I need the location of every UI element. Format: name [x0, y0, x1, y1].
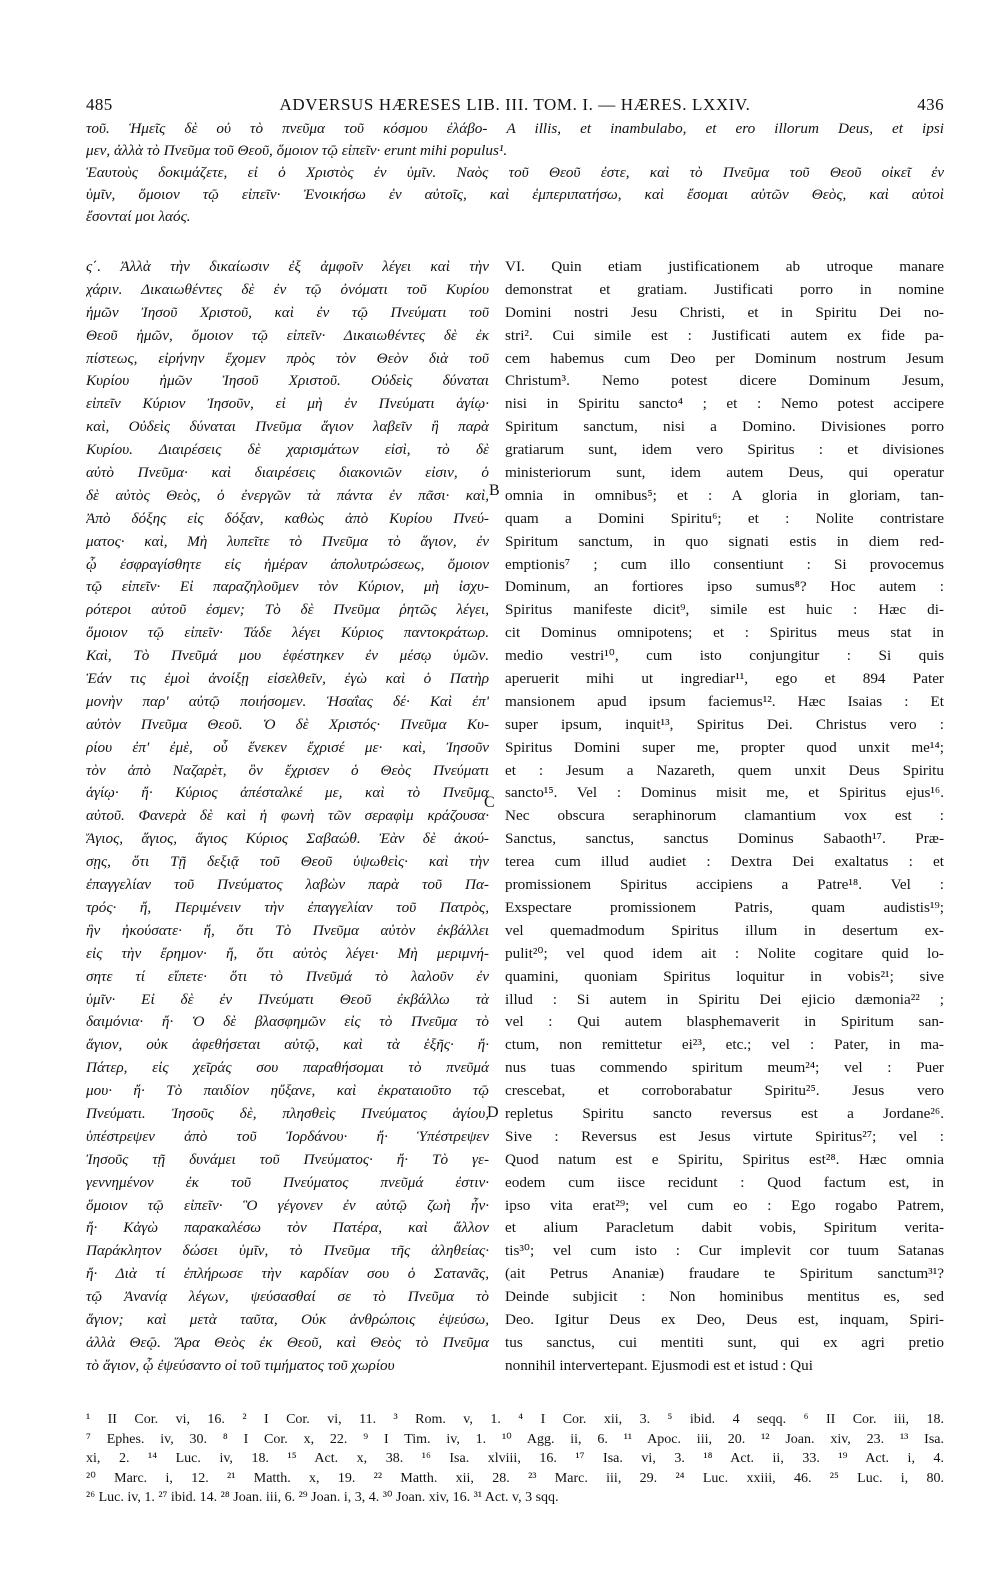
latin-text-line: Nec obscura seraphinorum clamantium vox est :	[505, 807, 944, 825]
latin-text-line: repletus Spiritu sancto reversus est a Jordane²⁶.	[505, 1104, 944, 1122]
margin-letter-c: C	[484, 794, 495, 811]
latin-text-line: et alium Paracletum dabit vobis, Spiritum verita-	[505, 1219, 944, 1237]
greek-text-line: ἤ· Κἀγὼ παρακαλέσω τὸν Πατέρα, καὶ ἄλλον	[86, 1219, 489, 1237]
greek-text-line: τῷ εἰπεῖν· Εἰ παραζηλοῦμεν τὸν Κύριον, μὴ ἰσχυ-	[86, 578, 489, 596]
latin-text-line: Spiritus manifeste dicit⁹, simile est huic : Hæc di-	[505, 601, 944, 619]
greek-text-line: δαιμόνια· ἤ· Ὁ δὲ βλασφημῶν εἰς τὸ Πνεῦμα τὸ	[86, 1013, 489, 1031]
latin-text-line: (ait Petrus Ananiæ) fraudare te Spiritum sanctum³¹?	[505, 1265, 944, 1283]
greek-text-line: ρίου ἐπ' ἐμὲ, οὗ ἕνεκεν ἔχρισέ με· καὶ, Ἰησοῦν	[86, 738, 489, 756]
latin-text-line: Deinde subjicit : Non hominibus mentitus es, sed	[505, 1288, 944, 1306]
latin-text-line: medio vestri¹⁰, cum isto conjungitur : Si quis	[505, 647, 944, 665]
latin-text-line: nisi in Spiritu sancto⁴ ; et : Nemo potest accipere	[505, 395, 944, 413]
greek-text-line: μου· ἤ· Τὸ παιδίον ηὔξανε, καὶ ἐκραταιοῦτο τῷ	[86, 1082, 489, 1100]
footnotes	[86, 1410, 944, 1508]
greek-text-line: Ἀπὸ δόξης εἰς δόξαν, καθὼς ἀπὸ Κυρίου Πνεύ-	[86, 509, 489, 527]
lead-line: Ἑαυτοὺς δοκιμάζετε, εἰ ὁ Χριστὸς ἐν ὑμῖν. Ναὸς τοῦ Θεοῦ ἐστε, καὶ τὸ Πνεῦμα τοῦ Θεοῦ οἰκεῖ ἐν	[86, 164, 944, 181]
latin-text-line: Domini nostri Jesu Christi, et in Spiritu Dei no-	[505, 303, 944, 321]
latin-text-line: Deo. Igitur Deus ex Deo, Deus est, inquam, Spiri-	[505, 1310, 944, 1328]
greek-column	[86, 256, 489, 1396]
footnote-line: ⁷ Ephes. iv, 30. ⁸ I Cor. x, 22. ⁹ I Tim. iv, 1. ¹⁰ Agg. ii, 6. ¹¹ Apoc. iii, 20. ¹² Joan. xiv, 23. ¹³ Isa.	[86, 1431, 944, 1447]
greek-text-line: ρότεροι αὐτοῦ ἐσμεν; Τὸ δὲ Πνεῦμα ῥητῶς λέγει,	[86, 601, 489, 619]
greek-text-line: ἀλλὰ Θεῷ. Ἄρα Θεὸς ἐκ Θεοῦ, καὶ Θεὸς τὸ Πνεῦμα	[86, 1333, 489, 1351]
greek-text-line: Πάτερ, εἰς χεῖράς σου παραθήσομαι τὸ πνεῦμά	[86, 1059, 489, 1077]
greek-text-line: Παράκλητον δώσει ὑμῖν, τὸ Πνεῦμα τῆς ἀληθείας·	[86, 1242, 489, 1260]
latin-text-line: emptionis⁷ ; cum illo consentiunt : Si provocemus	[505, 555, 944, 573]
latin-text-line: Spiritus Domini super me, propter quod unxit me¹⁴;	[505, 738, 944, 756]
greek-text-line: ἣν ἠκούσατε· ἤ, ὅτι Τὸ Πνεῦμα αὐτὸν ἐκβάλλει	[86, 921, 489, 939]
lead-paragraph	[86, 118, 944, 252]
latin-text-line: illud : Si autem in Spiritu Dei ejicio dæmonia²² ;	[505, 990, 944, 1008]
greek-text-line: ὅμοιον τῷ εἰπεῖν· Τάδε λέγει Κύριος παντοκράτωρ.	[86, 624, 489, 642]
greek-text-line: τὸν ἀπὸ Ναζαρὲτ, ὃν ἔχρισεν ὁ Θεὸς Πνεύματι	[86, 761, 489, 779]
latin-text-line: eodem cum iisce recidunt : Quod factum est, in	[505, 1173, 944, 1191]
greek-text-line: γεννημένον ἐκ τοῦ Πνεύματος πνεῦμά ἐστιν·	[86, 1173, 489, 1191]
latin-text-line: Quod natum est e Spiritu, Spiritus est²⁸. Hæc omnia	[505, 1150, 944, 1168]
latin-text-line: stri². Cui simile est : Justificati autem ex fide pa-	[505, 326, 944, 344]
greek-text-line: αὐτοῦ. Φανερὰ δὲ καὶ ἡ φωνὴ τῶν σεραφὶμ κράζουσα·	[86, 807, 489, 825]
latin-text-line: quam a Domini Spiritu⁶; et : Nolite contristare	[505, 509, 944, 527]
greek-text-line: ὑπέστρεψεν ἀπὸ τοῦ Ἰορδάνου· ἤ· Ὑπέστρεψεν	[86, 1127, 489, 1145]
greek-text-line: ματος· καὶ, Μὴ λυπεῖτε τὸ Πνεῦμα τὸ ἅγιον, ἐν	[86, 532, 489, 550]
greek-text-line: τὸ ἅγιον, ᾧ ἐψεύσαντο οἱ τοῦ τιμήματος τοῦ χωρίου	[86, 1356, 395, 1374]
greek-text-line: Ἰησοῦς τῇ δυνάμει τοῦ Πνεύματος· ἤ· Τὸ γε-	[86, 1150, 489, 1168]
latin-text-line: promissionem Spiritus accipiens a Patre¹⁸. Vel :	[505, 876, 944, 894]
latin-text-line: pulit²⁰; vel quod idem ait : Nolite cogitare quid lo-	[505, 944, 944, 962]
latin-text-line: crescebat, et corroborabatur Spiritu²⁵. Jesus vero	[505, 1082, 944, 1100]
greek-text-line: Καὶ, Τὸ Πνεῦμά μου ἐφέστηκεν ἐν μέσῳ ὑμῶν.	[86, 647, 489, 665]
lead-line: ὑμῖν, ὅμοιον τῷ εἰπεῖν· Ἐνοικήσω ἐν αὐτοῖς, καὶ ἐμπεριπατήσω, καὶ ἔσομαι αὐτῶν Θεὸς, καὶ αὐτοὶ	[86, 186, 944, 203]
greek-text-line: ᾧ ἐσφραγίσθητε εἰς ἡμέραν ἀπολυτρώσεως, ὅμοιον	[86, 555, 489, 573]
latin-text-line: et : Jesum a Nazareth, quem unxit Deus Spiritu	[505, 761, 944, 779]
greek-text-line: ἅγιον, οὐκ ἀφεθήσεται αὐτῷ, καὶ τὰ ἑξῆς· ἤ·	[86, 1036, 489, 1054]
greek-text-line: Θεοῦ ἡμῶν, ὅμοιον τῷ εἰπεῖν· Δικαιωθέντες δὲ ἐκ	[86, 326, 489, 344]
latin-text-line: Christum³. Nemo potest dicere Dominum Jesum,	[505, 372, 944, 390]
latin-text-line: Dominum, an fortiores ipso sumus⁸? Hoc autem :	[505, 578, 944, 596]
latin-text-line: ctum, non remittetur ei²³, etc.; vel : Pater, in ma-	[505, 1036, 944, 1054]
latin-text-line: VI. Quin etiam justificationem ab utroque manare	[505, 258, 944, 275]
footnote-line: ¹ II Cor. vi, 16. ² I Cor. vi, 11. ³ Rom. v, 1. ⁴ I Cor. xii, 3. ⁵ ibid. 4 seqq. ⁶ II Cor. iii, 18.	[86, 1412, 944, 1427]
greek-text-line: ἐπαγγελίαν τοῦ Πνεύματος λαβὼν παρὰ τοῦ Πα-	[86, 876, 489, 894]
greek-text-line: εἰς τὴν ἔρημον· ἤ, ὅτι αὐτὸς λέγει· Μὴ μεριμνή-	[86, 944, 489, 962]
greek-text-line: σῃς, ὅτι Τῇ δεξιᾷ τοῦ Θεοῦ ὑψωθεὶς· καὶ τὴν	[86, 853, 489, 871]
latin-text-line: gratiarum sunt, idem vero Spiritus : et divisiones	[505, 441, 944, 459]
greek-text-line: χάριν. Δικαιωθέντες δὲ ἐν τῷ ὀνόματι τοῦ Κυρίου	[86, 280, 489, 298]
greek-text-line: σητε τί εἴπετε· ὅτι τὸ Πνεῦμά τὸ λαλοῦν ἐν	[86, 967, 489, 985]
lead-line: τοῦ. Ἡμεῖς δὲ οὐ τὸ πνεῦμα τοῦ κόσμου ἐλάβο- A illis, et inambulabo, et ero illorum Deus, et ipsi	[86, 120, 944, 137]
latin-text-line: Spiritum sanctum, in quo signati estis in diem red-	[505, 532, 944, 550]
latin-text-line: nonnihil intervertерant. Ejusmodi est et istud : Qui	[505, 1356, 813, 1374]
greek-text-line: ἡμῶν Ἰησοῦ Χριστοῦ, καὶ ἐν τῷ Πνεύματι τοῦ	[86, 303, 489, 321]
greek-text-line: τῷ Ἀνανίᾳ λέγων, ψεύσασθαί σε τὸ Πνεῦμα τὸ	[86, 1288, 489, 1306]
lead-line: μεν, ἀλλὰ τὸ Πνεῦμα τοῦ Θεοῦ, ὅμοιον τῷ εἰπεῖν· erunt mihi populus¹.	[86, 142, 508, 159]
greek-text-line: δὲ αὐτὸς Θεὸς, ὁ ἐνεργῶν τὰ πάντα ἐν πᾶσι· καὶ,	[86, 486, 489, 504]
latin-text-line: ipso vita erat²⁹; vel cum eo : Ego rogabo Patrem,	[505, 1196, 944, 1214]
greek-text-line: ἁγίῳ· ἤ· Κύριος ἀπέσταλκέ με, καὶ τὸ Πνεῦμα	[86, 784, 489, 802]
latin-text-line: tus sanctus, cui mentiti sunt, qui ex agri pretio	[505, 1333, 944, 1351]
latin-text-line: nus tuas commendo spiritum meum²⁴; vel : Puer	[505, 1059, 944, 1077]
latin-text-line: Spiritum sanctum, nisi a Domino. Divisiones porro	[505, 418, 944, 436]
latin-text-line: vel : Qui autem blasphemaverit in Spiritum san-	[505, 1013, 944, 1031]
running-title: ADVERSUS HÆRESES LIB. III. TOM. I. — HÆRES. LXXIV.	[279, 95, 751, 114]
latin-text-line: super ipsum, inquit¹³, Spiritus Dei. Christus vero :	[505, 715, 944, 733]
latin-text-line: cit Dominus omnipotens; et : Spiritus meus stat in	[505, 624, 944, 642]
greek-text-line: ἅγιον; καὶ μετὰ ταῦτα, Οὐκ ἀνθρώποις ἐψεύσω,	[86, 1310, 489, 1328]
latin-text-line: vel quemadmodum Spiritus illum in desertum ex-	[505, 921, 944, 939]
greek-text-line: αὐτὸν Πνεῦμα Θεοῦ. Ὁ δὲ Χριστός· Πνεῦμα Κυ-	[86, 715, 489, 733]
latin-text-line: sancto¹⁵. Vel : Dominus misit me, et Spiritus ejus¹⁶.	[505, 784, 944, 802]
greek-text-line: ἤ· Διὰ τί ἐπλήρωσε τὴν καρδίαν σου ὁ Σατανᾶς,	[86, 1265, 489, 1283]
footnote-line: ²⁶ Luc. iv, 1. ²⁷ ibid. 14. ²⁸ Joan. iii, 6. ²⁹ Joan. i, 3, 4. ³⁰ Joan. xiv, 16. ³¹ Act. v, 3 sqq.	[86, 1490, 559, 1505]
latin-column	[505, 256, 944, 1396]
lead-line: ἔσονταί μοι λαός.	[86, 208, 191, 225]
latin-text-line: demonstrat et gratiam. Justificati porro in nomine	[505, 280, 944, 298]
footnote-line: xi, 2. ¹⁴ Luc. iv, 18. ¹⁵ Act. x, 38. ¹⁶ Isa. xlviii, 16. ¹⁷ Isa. vi, 3. ¹⁸ Act. ii, 33. ¹⁹ Act. i, 4.	[86, 1451, 944, 1466]
greek-text-line: Κυρίου ἡμῶν Ἰησοῦ Χριστοῦ. Οὐδεὶς δύναται	[86, 372, 489, 390]
page-number-right: 436	[917, 95, 944, 114]
footnote-line: ²⁰ Marc. i, 12. ²¹ Matth. x, 19. ²² Matth. xii, 28. ²³ Marc. iii, 29. ²⁴ Luc. xxiii, 46. ²⁵ Luc. i, 80.	[86, 1470, 944, 1486]
latin-text-line: Sive : Reversus est Jesus virtute Spiritus²⁷; vel :	[505, 1127, 944, 1145]
greek-text-line: ὑμῖν· Εἰ δὲ ἐν Πνεύματι Θεοῦ ἐκβάλλω τὰ	[86, 990, 489, 1008]
latin-text-line: Sanctus, sanctus, sanctus Dominus Sabaoth¹⁷. Præ-	[505, 830, 944, 848]
greek-text-line: ς΄. Ἀλλὰ τὴν δικαίωσιν ἐξ ἀμφοῖν λέγει καὶ τὴν	[86, 258, 489, 275]
greek-text-line: αὐτὸ Πνεῦμα· καὶ διαιρέσεις διακονιῶν εἰσιν, ὁ	[86, 464, 489, 482]
latin-text-line: aperuerit mihi ut ingrediar¹¹, ego et 894 Pater	[505, 670, 944, 688]
greek-text-line: Πνεύματι. Ἰησοῦς δὲ, πλησθεὶς Πνεύματος ἁγίου,	[86, 1104, 489, 1122]
latin-text-line: tis³⁰; vel cum isto : Cur implevit cor tuum Satanas	[505, 1242, 944, 1260]
greek-text-line: ὅμοιον τῷ εἰπεῖν· Ὃ γέγονεν ἐν αὐτῷ ζωὴ ἦν·	[86, 1196, 489, 1214]
greek-text-line: Ἐάν τις ἐμοὶ ἀνοίξῃ εἰσελθεῖν, ἐγὼ καὶ ὁ Πατὴρ	[86, 670, 489, 688]
latin-text-line: ministeriorum sunt, idem autem Deus, qui operatur	[505, 464, 944, 482]
latin-text-line: mansionem apud ipsum faciemus¹². Hæc Isaias : Et	[505, 692, 944, 710]
latin-text-line: Exspectare promissionem Patris, quam audistis¹⁹;	[505, 898, 944, 916]
latin-text-line: terea cum illud audiet : Dextra Dei exaltatus : et	[505, 853, 944, 871]
latin-text-line: cem habemus cum Deo per Dominum nostrum Jesum	[505, 349, 944, 367]
greek-text-line: μονὴν παρ' αὐτῷ ποιήσομεν. Ἡσαΐας δέ· Καὶ ἐπ'	[86, 692, 489, 710]
latin-text-line: quamini, quoniam Spiritus loquitur in vobis²¹; sive	[505, 967, 944, 985]
running-header	[86, 93, 944, 117]
margin-letter-d: D	[487, 1104, 499, 1121]
greek-text-line: τρός· ἤ, Περιμένειν τὴν ἐπαγγελίαν τοῦ Πατρὸς,	[86, 898, 489, 916]
margin-letter-b: B	[489, 482, 500, 499]
greek-text-line: εἰπεῖν Κύριον Ἰησοῦν, εἰ μὴ ἐν Πνεύματι ἁγίῳ·	[86, 395, 489, 413]
greek-text-line: πίστεως, εἰρήνην ἔχομεν πρὸς τὸν Θεὸν διὰ τοῦ	[86, 349, 489, 367]
page-number-left: 485	[86, 95, 113, 114]
greek-text-line: καὶ, Οὐδεὶς δύναται Πνεῦμα ἅγιον λαβεῖν ἢ παρὰ	[86, 418, 489, 436]
latin-text-line: omnia in omnibus⁵; et : A gloria in gloriam, tan-	[505, 486, 944, 504]
greek-text-line: Κυρίου. Διαιρέσεις δὲ χαρισμάτων εἰσὶ, τὸ δὲ	[86, 441, 489, 459]
greek-text-line: Ἅγιος, ἅγιος, ἅγιος Κύριος Σαβαώθ. Ἐὰν δὲ ἀκού-	[86, 830, 489, 848]
